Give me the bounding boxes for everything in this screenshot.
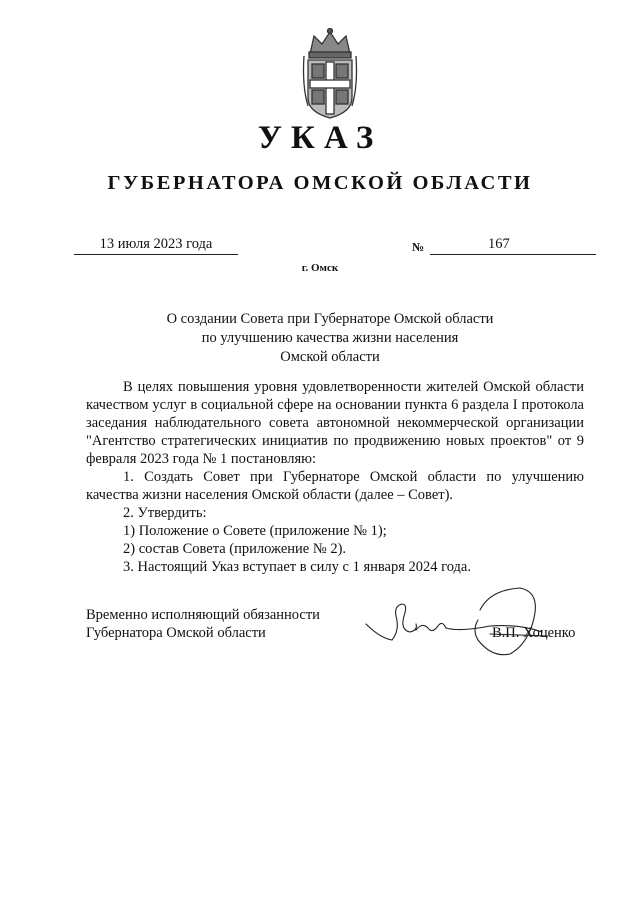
signer-name: В.П. Хоценко (492, 625, 576, 641)
signer-position-line-2: Губернатора Омской области (86, 625, 266, 641)
item-2: 2. Утвердить: (123, 505, 207, 521)
document-number: 167 (430, 236, 596, 255)
city: г. Омск (301, 262, 339, 274)
preamble-paragraph: В целях повышения уровня удовлетворенности жителей Омской области качеством услуг в социальной сфере на основании пункта 6 раздела I протокола заседания наблюдательного совета автономной некоммерческой организации "Агентство стратегических инициатив по продвижению новых проектов" от 9 февраля 2023 года № 1 постановляю: (86, 379, 584, 467)
coat-of-arms-emblem (300, 26, 360, 122)
signer-position (86, 606, 320, 642)
item-2-2: 2) состав Совета (приложение № 2). (123, 541, 347, 557)
item-1: 1. Создать Совет при Губернаторе Омской области по улучшению качества жизни населения Омской области (далее – Совет). (86, 469, 584, 503)
item-2-1: 1) Положение о Совете (приложение № 1); (123, 523, 387, 539)
document-heading (120, 310, 540, 367)
heading-line-2: по улучшению качества жизни населения (201, 330, 459, 346)
handwritten-signature (360, 580, 550, 660)
document-subtitle: ГУБЕРНАТОРА ОМСКОЙ ОБЛАСТИ (107, 172, 533, 194)
document-date: 13 июля 2023 года (74, 236, 238, 255)
document-body (86, 378, 584, 576)
document-title: УКАЗ (257, 120, 383, 156)
heading-line-3: Омской области (280, 349, 380, 365)
signer-position-line-1: Временно исполняющий обязанности (86, 607, 320, 623)
number-label: № (412, 240, 425, 254)
heading-line-1: О создании Совета при Губернаторе Омской области (166, 311, 494, 327)
item-3: 3. Настоящий Указ вступает в силу с 1 января 2024 года. (123, 559, 471, 575)
